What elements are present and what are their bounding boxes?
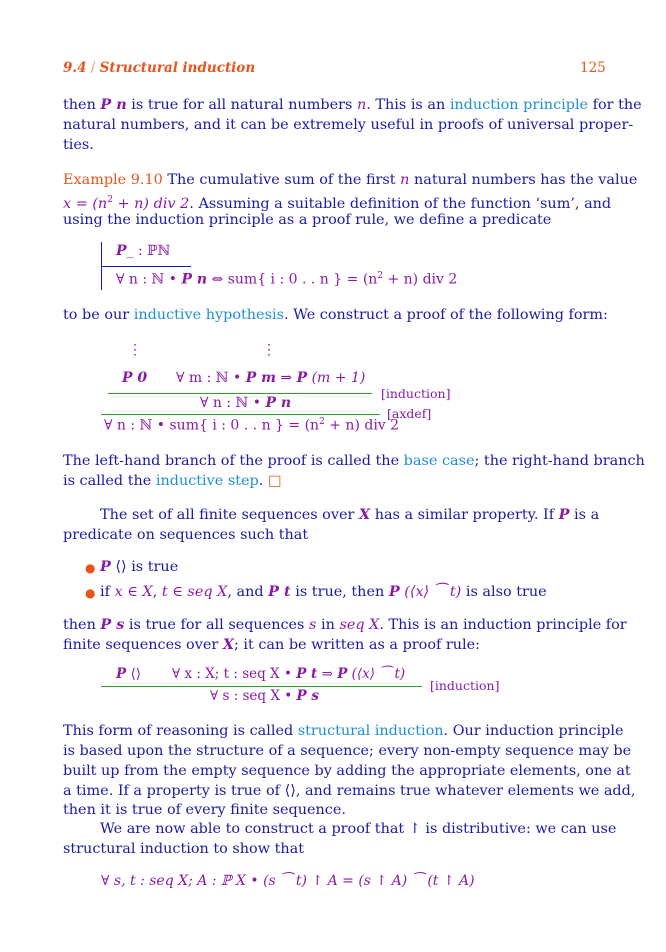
axdef-declaration: P_ : ℙℕ [116,243,171,259]
vdots-right: ⋮ [262,342,276,358]
vdots-left: ⋮ [128,342,142,358]
paragraph-line: finite sequences over X; it can be written as a proof rule: [63,636,481,653]
example-label: Example 9.10 [63,172,163,188]
paragraph-line: natural numbers, and it can be extremely useful in proofs of universal proper- [63,117,634,133]
rule-label-induction: [induction] [381,386,451,401]
section-number: 9.4 [63,60,87,76]
paragraph-line: The left-hand branch of the proof is called the base case; the right-hand branch [63,453,645,469]
structural-induction-link[interactable]: structural induction [297,723,444,739]
paragraph-line: structural induction to show that [63,841,305,857]
qed-icon: □ [267,473,282,489]
inference-line [101,414,380,415]
inference-line [108,393,372,394]
paragraph-line: then it is true of every finite sequence. [63,802,346,818]
paragraph-line: We are now able to construct a proof that ↾ is distributive: we can use [100,821,617,837]
header-separator: / [90,60,96,76]
bullet-icon: ● [85,586,96,600]
inductive-step-premise: ∀ m : ℕ • P m ⇒ P (m + 1) [176,370,366,386]
paragraph-line: then P n is true for all natural numbers n. This is an induction principle for the [63,96,642,113]
bullet-icon: ● [85,561,96,575]
inference-line [101,686,422,687]
paragraph-line: is based upon the structure of a sequence; every non-empty sequence may be [63,743,632,759]
inductive-hypothesis-link[interactable]: inductive hypothesis [133,307,284,323]
paragraph-line: to be our inductive hypothesis. We construct a proof of the following form: [63,307,608,323]
example-line: Example 9.10 The cumulative sum of the first n natural numbers has the value [63,172,638,188]
paragraph-line: The set of all finite sequences over X has a similar property. If P is a [100,506,600,523]
rule-label-induction: [induction] [430,678,500,693]
axdef-rule-horizontal [101,266,191,267]
list-item: if x ∈ X, t ∈ seq X, and P t is true, then P (⟨x⟩ ⁀ t) is also true [100,583,547,600]
intermediate-conclusion: ∀ n : ℕ • P n [200,395,292,411]
paragraph-line: ties. [63,137,94,153]
example-line: $x = (n^2 + n)$ div 2. Assuming a suitable definition of the function ‘sum’, and [63,195,612,212]
paragraph-line: predicate on sequences such that [63,527,309,543]
base-case-premise: P 0 [122,370,148,386]
final-conclusion: ∀ n : ℕ • sum{ i : 0 . . n } = $(n^2 + n)$ div 2 [104,417,400,434]
induction-principle-link[interactable]: induction principle [449,97,589,113]
paragraph-line: a time. If a property is true of ⟨⟩, and remains true whatever elements we add, [63,783,636,799]
inductive-step-link[interactable]: inductive step [155,473,259,489]
axdef-predicate: ∀ n : ℕ • P n ⇔ sum{ i : 0 . . n } = $(n^2 + n)$ div 2 [116,271,458,288]
paragraph-line: This form of reasoning is called structural induction. Our induction principle [63,723,624,739]
paragraph-line: is called the inductive step. □ [63,473,282,489]
list-item: P ⟨⟩ is true [100,558,179,575]
base-case-link[interactable]: base case [403,453,475,469]
example-line: using the induction principle as a proof rule, we define a predicate [63,212,552,228]
distributivity-formula: ∀ s, t : seq X; A : ℙ X • (s ⁀ t) ↾ A = (s ↾ A) ⁀ (t ↾ A) [101,873,475,889]
paragraph-line: built up from the empty sequence by adding the appropriate elements, one at [63,763,631,779]
proof-conclusion: ∀ s : seq X • P s [210,688,319,704]
running-header [63,60,255,76]
premise-empty-sequence: P ⟨⟩ [116,666,141,682]
paragraph-line: then P s is true for all sequences s in seq X. This is an induction principle for [63,616,627,633]
premise-cons-step: ∀ x : X; t : seq X • P t ⇒ P (⟨x⟩ ⁀ t) [172,666,406,682]
page-number: 125 [580,60,606,76]
section-title: Structural induction [99,60,256,76]
rule-label-axdef: [axdef] [387,406,432,421]
